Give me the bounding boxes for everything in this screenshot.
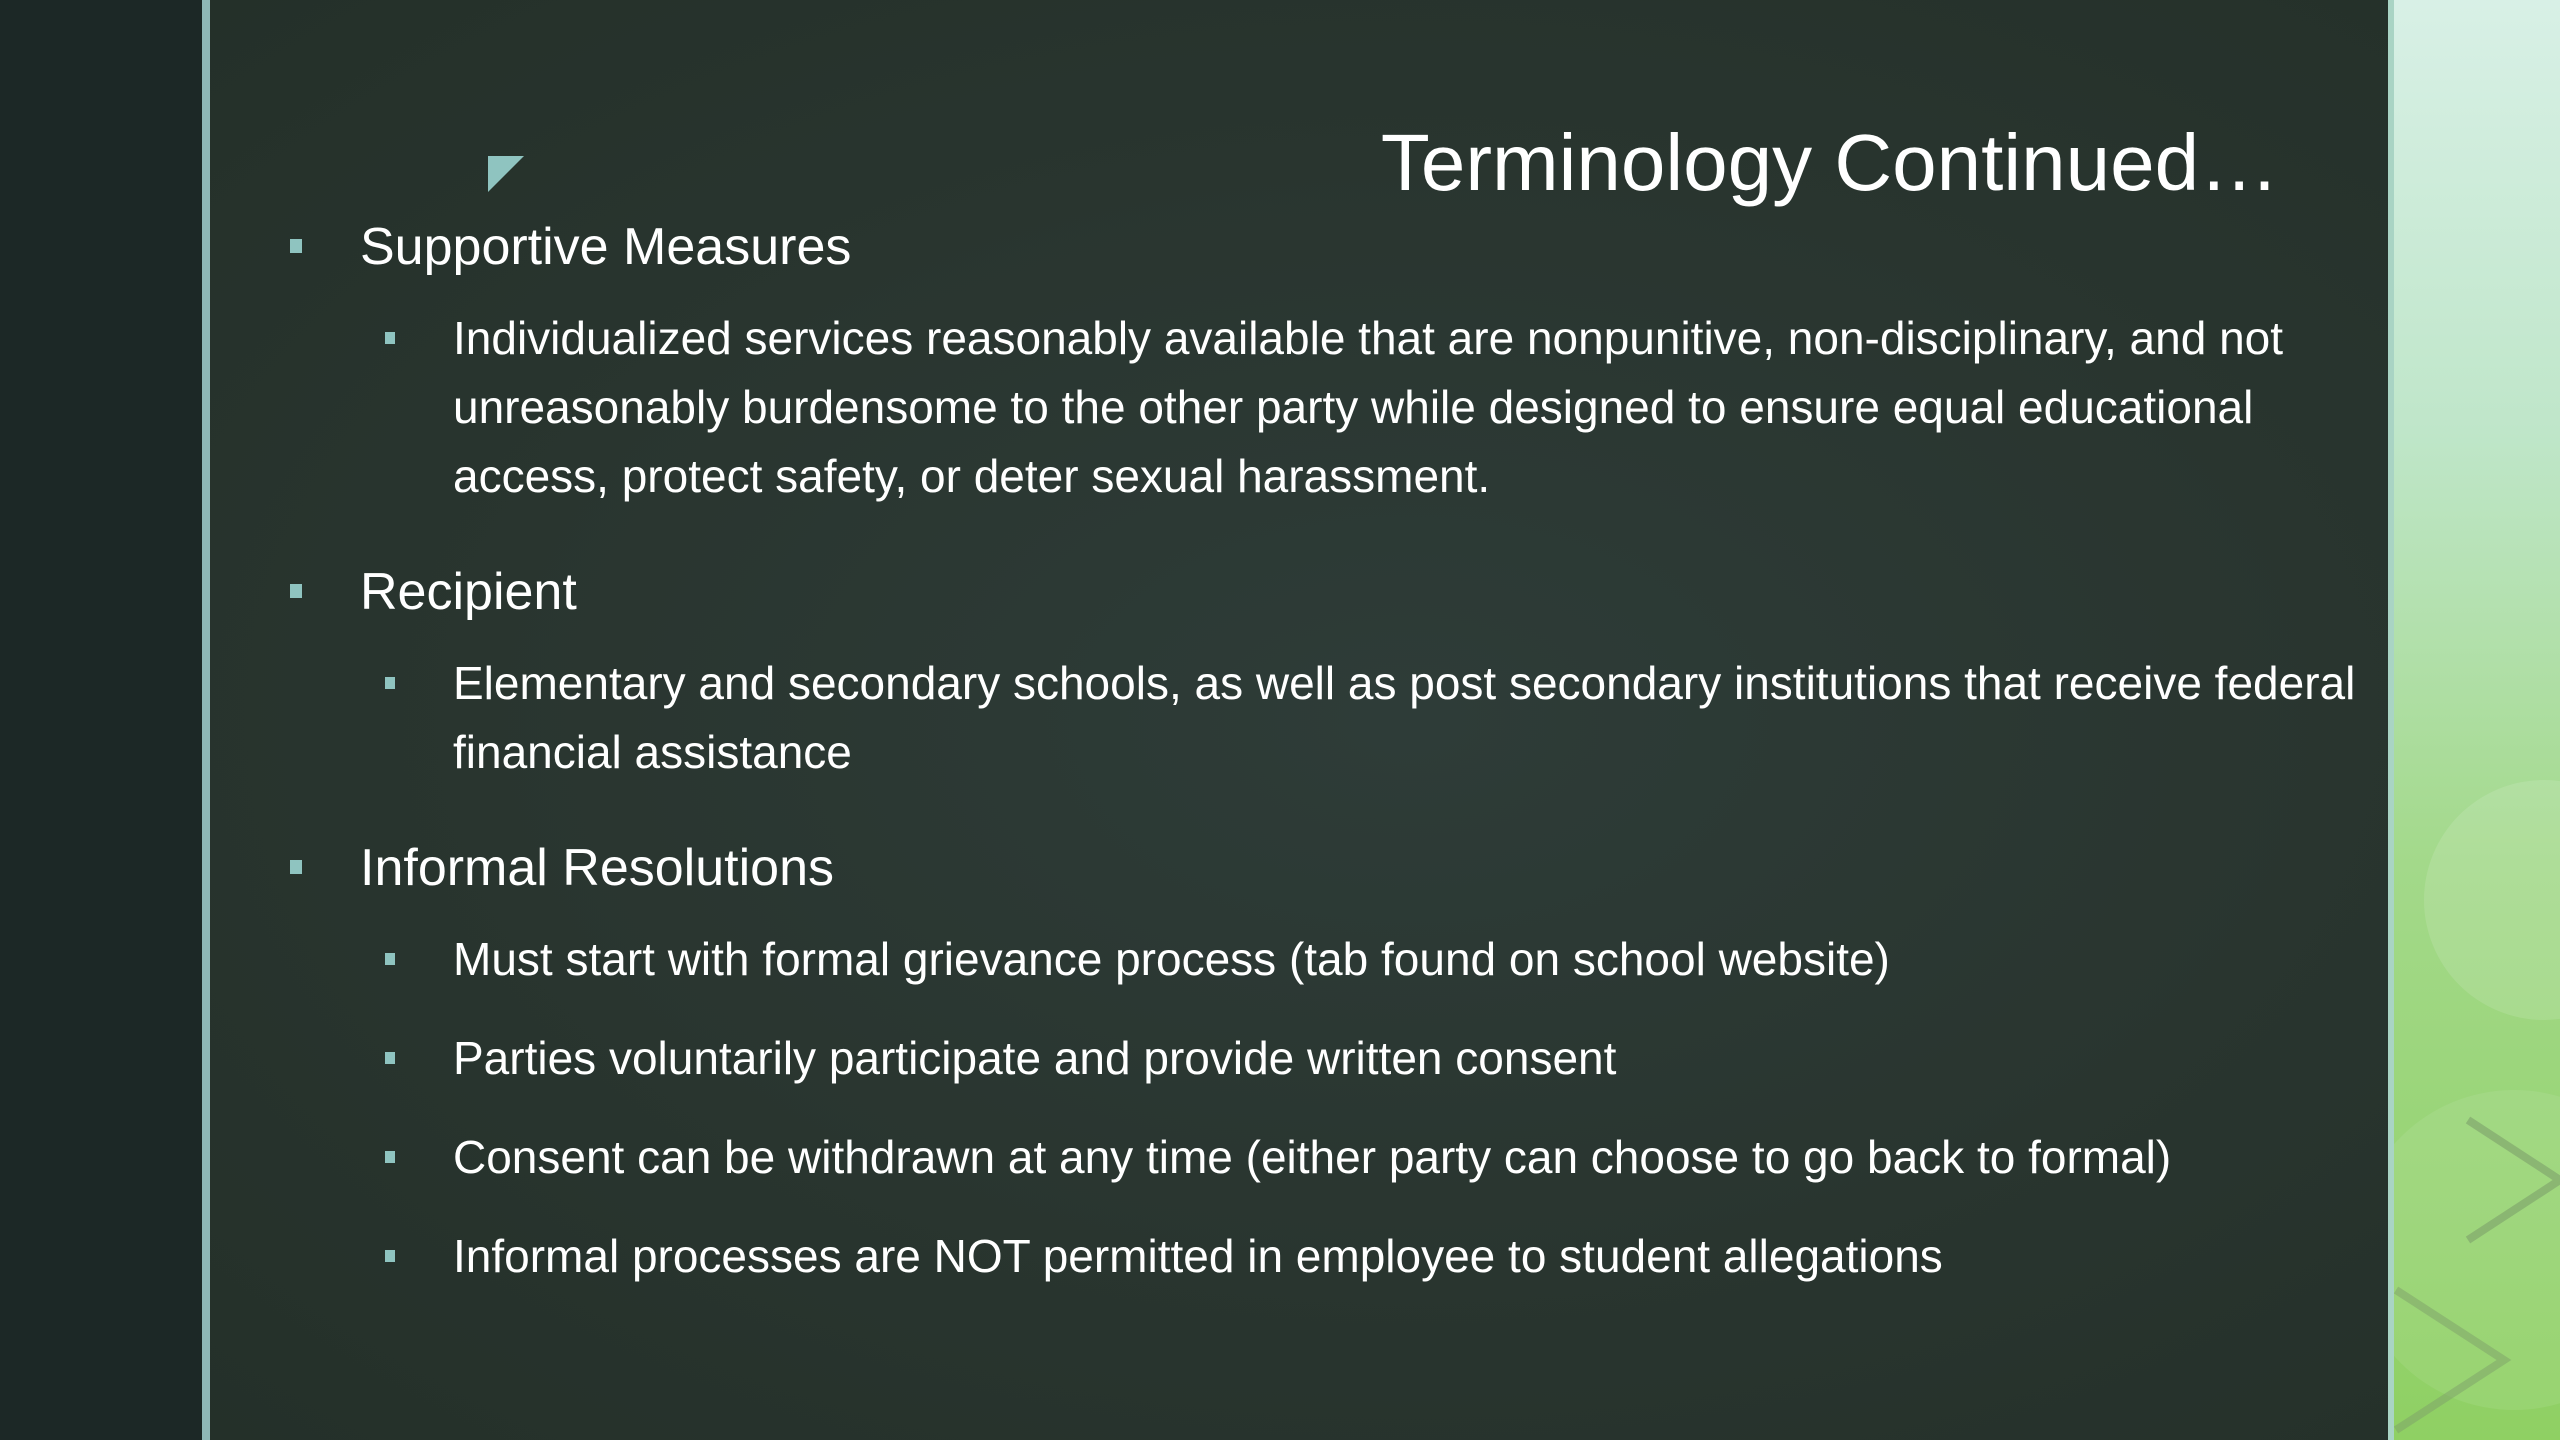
bullet-level-1 (280, 210, 2370, 284)
chevron-right-icon (2394, 0, 2560, 1440)
bullet-text: Parties voluntarily participate and provide written consent (453, 1032, 1617, 1084)
right-decorative-panel (2394, 0, 2560, 1440)
bullet-text: Individualized services reasonably available that are nonpunitive, non-disciplinary, and not unreasonably burdensome to the other party while designed to ensure equal educational access, protect safety, or deter sexual harassment. (453, 312, 2284, 502)
square-bullet-icon (385, 1151, 395, 1163)
square-bullet-icon (385, 332, 395, 344)
bullet-level-1 (280, 831, 2370, 905)
section-heading: Informal Resolutions (360, 839, 834, 897)
bullet-level-2 (280, 925, 2370, 994)
square-bullet-icon (385, 953, 395, 965)
square-bullet-icon (385, 1052, 395, 1064)
square-bullet-icon (385, 1250, 395, 1262)
triangle-corner-icon (488, 156, 524, 192)
left-margin-band (0, 0, 202, 1440)
slide-body (280, 210, 2370, 1291)
square-bullet-icon (290, 584, 302, 598)
bullet-text: Elementary and secondary schools, as well as post secondary institutions that receive federal financial assistance (453, 657, 2356, 778)
section-recipient (280, 555, 2370, 787)
section-heading: Recipient (360, 563, 577, 621)
bullet-level-2 (280, 1222, 2370, 1291)
square-bullet-icon (290, 239, 302, 253)
bullet-level-2 (280, 1123, 2370, 1192)
square-bullet-icon (290, 860, 302, 874)
bullet-text: Consent can be withdrawn at any time (either party can choose to go back to formal) (453, 1131, 2172, 1183)
bullet-level-2 (280, 304, 2370, 511)
bullet-level-2 (280, 649, 2370, 787)
square-bullet-icon (385, 677, 395, 689)
bullet-level-1 (280, 555, 2370, 629)
bullet-text: Must start with formal grievance process (tab found on school website) (453, 933, 1890, 985)
slide-title: Terminology Continued… (1380, 118, 2280, 207)
bullet-text: Informal processes are NOT permitted in employee to student allegations (453, 1230, 1943, 1282)
section-informal-resolutions (280, 831, 2370, 1291)
section-heading: Supportive Measures (360, 218, 852, 276)
slide-canvas (210, 0, 2388, 1440)
section-supportive-measures (280, 210, 2370, 511)
left-accent-rule (202, 0, 210, 1440)
bullet-level-2 (280, 1024, 2370, 1093)
